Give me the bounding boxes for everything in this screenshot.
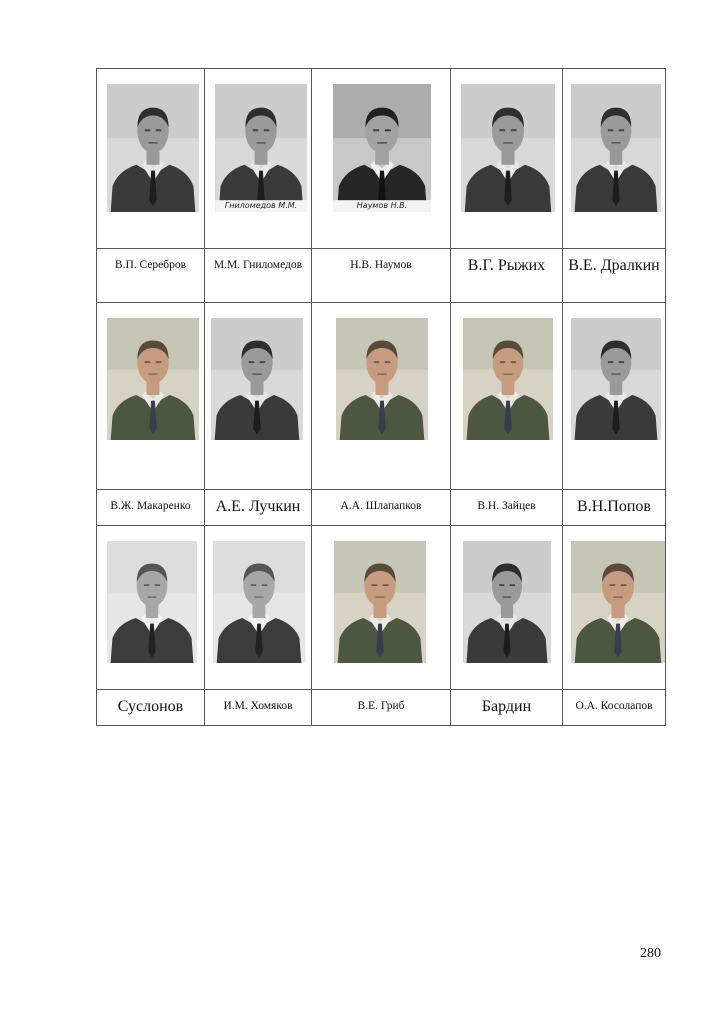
portrait-photo	[334, 541, 426, 663]
portrait-photo	[571, 84, 661, 212]
portrait-photo	[463, 318, 553, 440]
photo-cell	[451, 303, 563, 490]
portrait-photo	[211, 318, 303, 440]
portrait-photo	[107, 84, 199, 212]
person-name: А.Е. Лучкин	[215, 498, 301, 515]
portrait-photo	[461, 84, 555, 212]
portrait-photo	[571, 541, 665, 663]
photo-cell	[205, 526, 312, 690]
name-cell	[312, 490, 451, 526]
portrait-photo	[213, 541, 305, 663]
portrait-photo	[336, 318, 428, 440]
name-cell	[563, 490, 666, 526]
photo-cell	[205, 303, 312, 490]
name-cell	[451, 690, 563, 726]
portrait-photo	[571, 318, 661, 440]
name-row	[97, 249, 666, 303]
name-cell	[563, 690, 666, 726]
photo-handwritten-caption: Наумов Н.В.	[356, 201, 408, 210]
person-name: О.А. Косолапов	[575, 700, 653, 712]
photo-cell	[563, 69, 666, 249]
person-name: Бардин	[481, 698, 532, 715]
portrait-table	[96, 68, 666, 726]
photo-handwritten-caption: Гниломедов М.М.	[224, 201, 298, 210]
person-name: Суслонов	[117, 698, 184, 715]
name-cell	[451, 490, 563, 526]
person-name: Н.В. Наумов	[350, 259, 412, 271]
person-name: А.А. Шлапапков	[340, 500, 422, 512]
photo-cell	[312, 303, 451, 490]
person-name: М.М. Гниломедов	[213, 259, 303, 271]
name-cell	[97, 690, 205, 726]
photo-cell	[205, 69, 312, 249]
person-name: В.Ж. Макаренко	[110, 500, 191, 512]
photo-cell	[97, 526, 205, 690]
portrait-photo	[107, 541, 197, 663]
photo-cell	[451, 526, 563, 690]
page-number: 280	[640, 946, 661, 961]
photo-cell	[97, 69, 205, 249]
portrait-photo	[463, 541, 551, 663]
name-cell	[97, 249, 205, 303]
person-name: И.М. Хомяков	[223, 700, 293, 712]
person-name: В.Н.Попов	[577, 498, 651, 515]
person-name: В.Г. Рыжих	[467, 257, 546, 274]
photo-cell	[563, 303, 666, 490]
photo-cell	[97, 303, 205, 490]
portrait-photo	[215, 84, 307, 212]
portrait-photo	[107, 318, 199, 440]
name-row	[97, 690, 666, 726]
person-name: В.П. Серебров	[114, 259, 187, 271]
photo-row	[97, 526, 666, 690]
name-cell	[205, 690, 312, 726]
photo-row	[97, 303, 666, 490]
photo-cell	[312, 69, 451, 249]
name-cell	[205, 249, 312, 303]
name-cell	[312, 690, 451, 726]
portrait-photo	[333, 84, 431, 212]
person-name: В.Е. Дралкин	[568, 257, 660, 274]
photo-cell	[312, 526, 451, 690]
photo-cell	[563, 526, 666, 690]
name-cell	[312, 249, 451, 303]
name-cell	[451, 249, 563, 303]
name-row	[97, 490, 666, 526]
name-cell	[205, 490, 312, 526]
photo-cell	[451, 69, 563, 249]
photo-row	[97, 69, 666, 249]
name-cell	[563, 249, 666, 303]
name-cell	[97, 490, 205, 526]
person-name: В.Н. Зайцев	[477, 500, 536, 512]
person-name: В.Е. Гриб	[357, 700, 405, 712]
